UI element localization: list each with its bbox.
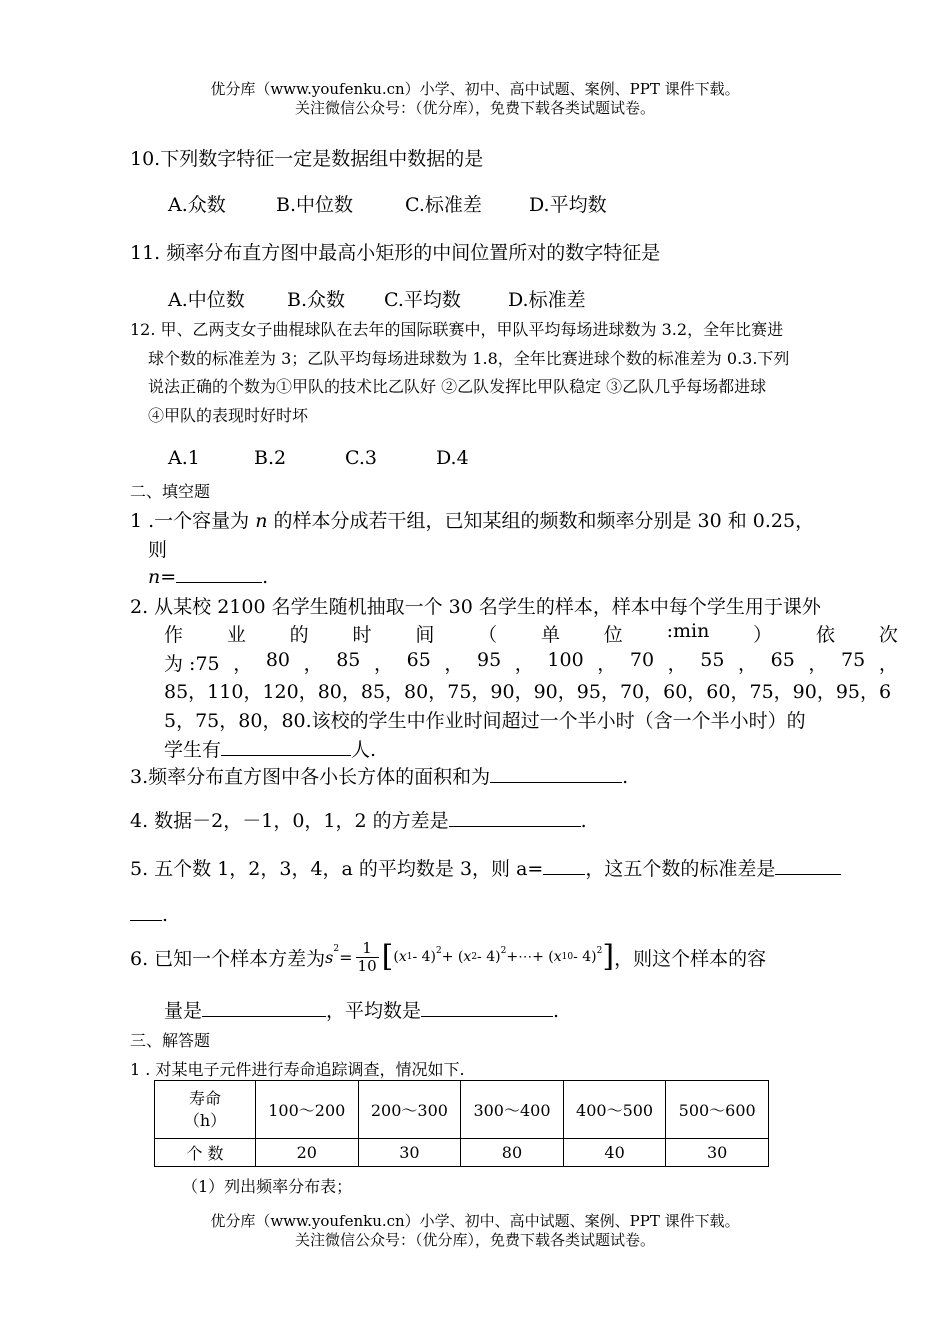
fill-3-answer-blank: [490, 764, 622, 783]
q11-option-c: C.平均数: [384, 289, 461, 311]
table-cell: 40: [563, 1139, 666, 1167]
q10-stem: 10.下列数字特征一定是数据组中数据的是: [130, 148, 484, 170]
table-cell: 500～600: [666, 1081, 769, 1139]
section-2-title: 二、填空题: [130, 482, 211, 501]
table-header-label: 寿命 （h）: [155, 1081, 256, 1139]
fill-4: 4. 数据－2，－1，0，1，2 的方差是 .: [130, 810, 587, 832]
variance-formula: s $^2$ = $\frac{1}{10}$ [ ( x 1 - 4) $^2$ + ( x 2 - 4) $^2$ +⋯+ ( x 10 - 4) $^2$ ]: [325, 938, 615, 975]
fill-5-mean-blank: [543, 856, 585, 875]
fill-5-std-blank-part-1: [775, 856, 841, 875]
page-header-line-2: 关注微信公众号：（优分库），免费下载各类试题试卷。: [294, 99, 655, 117]
fill-1-line-3: n= .: [148, 566, 269, 588]
section-3-title: 三、解答题: [130, 1031, 211, 1050]
fill-2-line-3: 为 :75 ， 80 ， 85 ， 65 ， 95 ， 100 ， 70 ， 55 ， 65 ， 75 ，: [164, 649, 898, 675]
table-cell: 80: [461, 1139, 564, 1167]
fill-3: 3.频率分布直方图中各小长方体的面积和为 .: [130, 766, 629, 788]
q10-option-d: D.平均数: [529, 194, 607, 216]
table-count-row: [155, 1139, 769, 1167]
fill-6-size-blank: [202, 998, 326, 1017]
table-cell: 30: [358, 1139, 461, 1167]
fill-2-line-6: 学生有 人.: [164, 739, 377, 761]
q12-option-c: C.3: [345, 447, 377, 469]
table-header-row: [155, 1081, 769, 1139]
fill-1-line-1: 1 .一个容量为 n 的样本分成若干组，已知某组的频数和频率分别是 30 和 0.25，: [130, 510, 815, 532]
page-header-line-1: 优分库（www.youfenku.cn）小学、初中、高中试题、案例、PPT 课件下载。: [210, 80, 740, 98]
q11-stem: 11. 频率分布直方图中最高小矩形的中间位置所对的数字特征是: [130, 242, 661, 264]
q12-option-b: B.2: [254, 447, 287, 469]
q11-option-b: B.众数: [287, 289, 346, 311]
table-cell: 200～300: [358, 1081, 461, 1139]
q12-line-4: ④甲队的表现时好时坏: [148, 406, 309, 425]
q10-option-c: C.标准差: [405, 194, 482, 216]
q11-option-d: D.标准差: [508, 289, 586, 311]
fill-6-mean-blank: [421, 998, 553, 1017]
q11-option-a: A.中位数: [168, 289, 245, 311]
fill-6-line-1: 6. 已知一个样本方差为 s $^2$ = $\frac{1}{10}$ [ ( x 1 - 4) $^2$ + ( x 2 - 4) $^2$ +⋯+ ( x 10 - 4) $^2$ ] ，则这个样本的容: [130, 938, 767, 975]
table-count-label: 个 数: [155, 1139, 256, 1167]
fill-6-line-2: 量是 ，平均数是 .: [164, 1000, 560, 1022]
q12-line-1: 12. 甲、乙两支女子曲棍球队在去年的国际联赛中，甲队平均每场进球数为 3.2，全年比赛进: [130, 320, 784, 339]
q12-line-2: 球个数的标准差为 3；乙队平均每场进球数为 1.8，全年比赛进球个数的标准差为 0.3.下列: [148, 349, 790, 368]
problem-1-part-1: （1）列出频率分布表；: [182, 1177, 353, 1196]
fill-2-line-4: 85，110，120，80，85，80，75，90，90，95，70，60，60，75，90，95，6: [164, 681, 892, 703]
problem-1-text: 1 . 对某电子元件进行寿命追踪调查，情况如下.: [130, 1060, 465, 1079]
fill-2-answer-blank: [221, 737, 351, 756]
table-cell: 300～400: [461, 1081, 564, 1139]
fill-2-line-1: 2. 从某校 2100 名学生随机抽取一个 30 名学生的样本，样本中每个学生用于课外: [130, 596, 821, 618]
fill-2-line-2: 作 业 的 时 间 （ 单 位 :min ） 依 次: [164, 620, 898, 646]
fill-5-line-1: 5. 五个数 1，2，3，4，a 的平均数是 3，则 a= ，这五个数的标准差是: [130, 854, 841, 881]
table-cell: 100～200: [256, 1081, 359, 1139]
fill-2-line-5: 5，75，80，80.该校的学生中作业时间超过一个半小时（含一个半小时）的: [164, 710, 806, 732]
table-cell: 400～500: [563, 1081, 666, 1139]
fill-5-std-blank-part-2: [130, 902, 162, 921]
q12-option-d: D.4: [436, 447, 469, 469]
q12-option-a: A.1: [168, 447, 200, 469]
page-footer-line-2: 关注微信公众号：（优分库），免费下载各类试题试卷。: [294, 1231, 655, 1249]
q10-option-b: B.中位数: [276, 194, 354, 216]
fill-1-answer-blank: [176, 564, 262, 583]
lifetime-table: [154, 1080, 769, 1167]
q12-line-3: 说法正确的个数为①甲队的技术比乙队好 ②乙队发挥比甲队稳定 ③乙队几乎每场都进球: [148, 377, 767, 396]
fill-4-answer-blank: [449, 808, 581, 827]
table-cell: 20: [256, 1139, 359, 1167]
fill-1-line-2: 则: [148, 539, 168, 561]
page-footer-line-1: 优分库（www.youfenku.cn）小学、初中、高中试题、案例、PPT 课件下载。: [210, 1212, 740, 1230]
table-cell: 30: [666, 1139, 769, 1167]
q10-option-a: A.众数: [168, 194, 226, 216]
fill-5-line-2: .: [130, 902, 168, 926]
